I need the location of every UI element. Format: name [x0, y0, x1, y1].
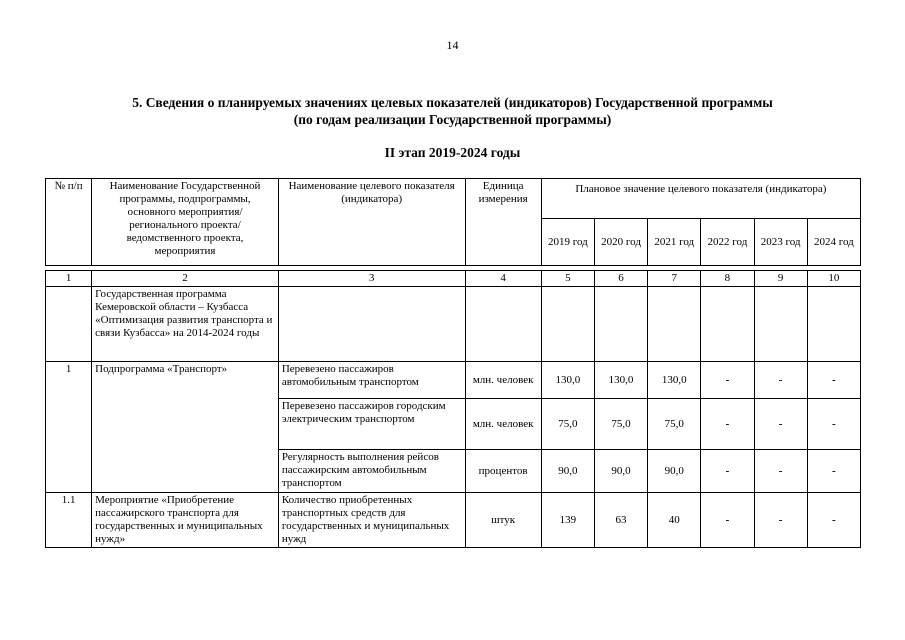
stage-heading: II этап 2019-2024 годы [384, 145, 521, 160]
value-cell: - [807, 399, 860, 450]
header-num: № п/п [46, 179, 92, 266]
subprogram-row-1 [46, 362, 861, 399]
header-planned: Плановое значение целевого показателя (индикатора) [541, 179, 860, 219]
header-year: 2020 год [594, 219, 647, 266]
measure-name: Мероприятие «Приобретение пассажирского транспорта для государственных и муниципальных нужд» [92, 493, 279, 548]
column-number: 4 [465, 271, 541, 287]
value-cell: - [754, 450, 807, 493]
value-cell: - [754, 362, 807, 399]
value-cell: 90,0 [594, 450, 647, 493]
indicators-table [45, 178, 861, 548]
indicator-unit: млн. человек [465, 362, 541, 399]
value-cell: - [807, 362, 860, 399]
column-number: 8 [701, 271, 754, 287]
indicator-unit: млн. человек [465, 399, 541, 450]
indicator-name: Перевезено пассажиров автомобильным транспортом [278, 362, 465, 399]
column-number: 2 [92, 271, 279, 287]
indicator-unit: штук [465, 493, 541, 548]
value-cell: - [701, 399, 754, 450]
header-indicator: Наименование целевого показателя (индикатора) [278, 179, 465, 266]
column-number: 7 [648, 271, 701, 287]
value-cell: - [807, 450, 860, 493]
indicator-name: Количество приобретенных транспортных средств для государственных и муниципальных нужд [278, 493, 465, 548]
document-title [0, 94, 905, 128]
indicator-name: Перевезено пассажиров городским электрическим транспортом [278, 399, 465, 450]
column-number: 9 [754, 271, 807, 287]
column-numbers-row [46, 271, 861, 287]
value-cell: 75,0 [594, 399, 647, 450]
value-cell: 130,0 [594, 362, 647, 399]
column-number: 3 [278, 271, 465, 287]
indicator-name: Регулярность выполнения рейсов пассажирским автомобильным транспортом [278, 450, 465, 493]
value-cell: - [701, 450, 754, 493]
program-name: Государственная программа Кемеровской области – Кузбасса «Оптимизация развития транспорта и связи Кузбасса» на 2014-2024 годы [92, 287, 279, 362]
value-cell: - [754, 493, 807, 548]
header-year: 2021 год [648, 219, 701, 266]
value-cell: - [754, 399, 807, 450]
value-cell: 75,0 [541, 399, 594, 450]
column-number: 5 [541, 271, 594, 287]
value-cell: 90,0 [541, 450, 594, 493]
subprogram-name: Подпрограмма «Транспорт» [92, 362, 279, 493]
measure-num: 1.1 [46, 493, 92, 548]
indicator-unit: процентов [465, 450, 541, 493]
title-line-1: 5. Сведения о планируемых значениях целевых показателей (индикаторов) Государственной программы [132, 95, 773, 110]
value-cell: 130,0 [648, 362, 701, 399]
value-cell: 40 [648, 493, 701, 548]
page-number: 14 [446, 38, 459, 52]
column-number: 6 [594, 271, 647, 287]
value-cell: 63 [594, 493, 647, 548]
header-year: 2024 год [807, 219, 860, 266]
value-cell: 139 [541, 493, 594, 548]
header-year: 2022 год [701, 219, 754, 266]
title-line-2: (по годам реализации Государственной программы) [293, 112, 612, 127]
value-cell: - [701, 362, 754, 399]
program-row [46, 287, 861, 362]
header-unit: Единица измерения [465, 179, 541, 266]
value-cell: 90,0 [648, 450, 701, 493]
column-number: 1 [46, 271, 92, 287]
header-year: 2023 год [754, 219, 807, 266]
column-number: 10 [807, 271, 860, 287]
value-cell: - [701, 493, 754, 548]
subprogram-num: 1 [46, 362, 92, 493]
measure-row [46, 493, 861, 548]
value-cell: - [807, 493, 860, 548]
header-row [46, 179, 861, 219]
value-cell: 130,0 [541, 362, 594, 399]
header-year: 2019 год [541, 219, 594, 266]
header-name: Наименование Государственной программы, подпрограммы, основного мероприятия/регионального проекта/ведомственного проекта, мероприятия [92, 179, 279, 266]
value-cell: 75,0 [648, 399, 701, 450]
